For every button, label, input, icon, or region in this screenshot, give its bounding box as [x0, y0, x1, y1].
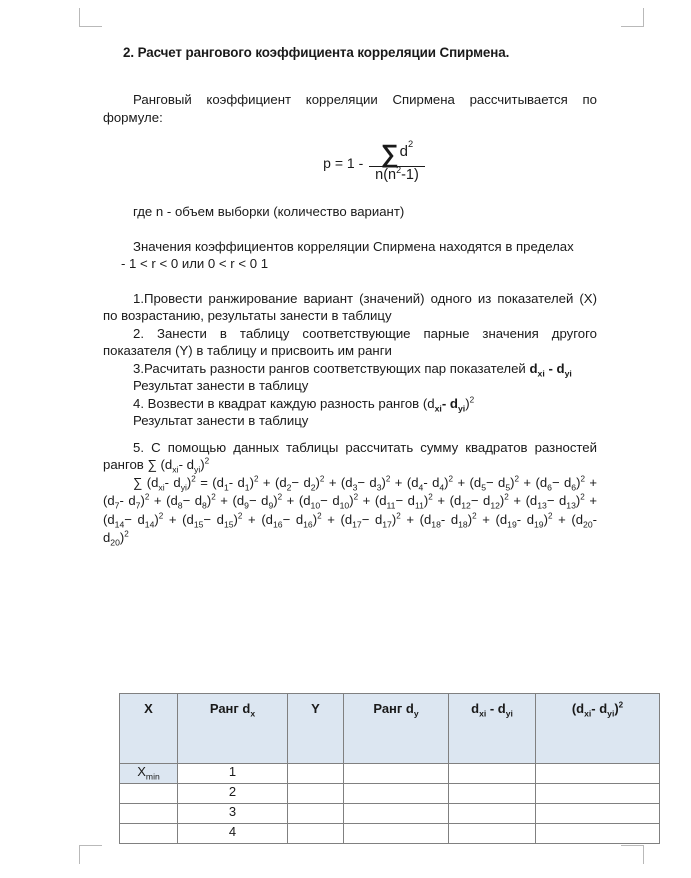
cell-square[interactable] — [536, 764, 660, 784]
denominator-suffix: -1) — [401, 166, 419, 183]
cell-diff[interactable] — [449, 784, 536, 804]
cell-rank-x[interactable]: 4 — [178, 824, 288, 844]
step-5: 5. С помощью данных таблицы рассчитать сумму квадратов разностей рангов ∑ ($d_{xi}-$ $d_{yi})^2$ — [103, 439, 597, 475]
result-note-1: Результат занести в таблицу — [133, 378, 309, 393]
cell-rank-x[interactable]: 1 — [178, 764, 288, 784]
intro-paragraph: Ранговый коэффициент корреляции Спирмена рассчитывается по формуле: — [103, 92, 597, 125]
table-row — [120, 764, 660, 784]
crop-mark-top-left — [79, 8, 102, 27]
step-5-text: 5. С помощью данных таблицы рассчитать сумму квадратов разностей рангов ∑ (d — [103, 439, 597, 472]
step-3-text: 3.Расчитать разности рангов соответствующих пар показателей — [133, 360, 526, 376]
table-row — [120, 824, 660, 844]
denominator-exponent: 2 — [396, 164, 402, 175]
cell-rank-y[interactable] — [344, 824, 449, 844]
table-header-cell-5: ($d_{xi}-$ $d_{yi})^2$ — [536, 694, 660, 764]
crop-mark-bottom-right — [621, 845, 644, 864]
cell-rank-x[interactable]: 3 — [178, 804, 288, 824]
formula-lead: p = 1 - — [323, 155, 368, 171]
table-header-cell-1: Ранг $d_x$ — [178, 694, 288, 764]
page-title: 2. Расчет рангового коэффициента корреляции Спирмена. — [123, 45, 510, 60]
step-3-symbols: $d_{xi} - d_{yi}$ — [529, 360, 572, 379]
step-4-symbols: $_{xi}$- $d_{yi}$ — [434, 395, 466, 414]
table-header-cell-2: Y — [288, 694, 344, 764]
cell-diff[interactable] — [449, 824, 536, 844]
table-body — [120, 764, 660, 844]
cell-y[interactable] — [288, 804, 344, 824]
sigma-icon: ∑ — [380, 140, 399, 168]
step-1: 1.Провести ранжирование вариант (значений) одного из показателей (X) по возрастанию, результаты занести в таблицу — [103, 290, 597, 323]
range-intro: Значения коэффициентов корреляции Спирмена находятся в пределах — [133, 238, 574, 254]
cell-y[interactable] — [288, 784, 344, 804]
where-note: где n - объем выборки (количество вариант) — [133, 204, 405, 219]
cell-rank-y[interactable] — [344, 784, 449, 804]
formula-denominator — [369, 164, 425, 183]
denominator-prefix: n(n — [375, 166, 397, 183]
table-row — [120, 804, 660, 824]
table-header-row — [120, 694, 660, 764]
document-page — [103, 0, 597, 548]
table-header-cell-3: Ранг $d_y$ — [344, 694, 449, 764]
table-header-cell-4: $d_{xi} - d_{yi}$ — [449, 694, 536, 764]
cell-rank-y[interactable] — [344, 764, 449, 784]
step-3 — [103, 360, 597, 378]
formula-fraction — [369, 139, 425, 183]
cell-x[interactable] — [120, 824, 178, 844]
step-4: 4. Возвести в квадрат каждую разность рангов ($d_{xi}-$ $d_{yi})^2$ — [133, 395, 475, 414]
summation-expansion: ∑ ($d_{xi}-$ $d_{yi})^2 = (d_1-$ $d_1)^2 + (d_2- d_2)^2 + (d_3- d_3)^2 + (d_4-$ $d_4)^2 + (d_5- d_5)^2 + (d_6- d_6)^2 + (d_7-$ $d_7)^2 + (d_8- d_8)^2 + (d_9- d_9)^2 + (d_{10}- d_{10})^2 + (d_{11}- d_{11})^2 + (d_{12}- d_{12})^2 + (d_{13}- d_{13})^2 + (d_{14}- d_{14})^2 + (d_{15}- d_{15})^2 + (d_{16}- d_{16})^2 + (d_{17}- d_{17})^2 + (d_{18}-$ $d_{18})^2 + (d_{19}-$ $d_{19})^2 + (d_{20}-$ $d_{20})^2$ — [103, 474, 598, 548]
cell-diff[interactable] — [449, 804, 536, 824]
cell-diff[interactable] — [449, 764, 536, 784]
cell-x[interactable] — [120, 784, 178, 804]
result-note-2: Результат занести в таблицу — [133, 413, 309, 428]
spearman-formula — [103, 126, 597, 186]
ranks-table — [119, 693, 660, 844]
table-row — [120, 784, 660, 804]
cell-y[interactable] — [288, 824, 344, 844]
cell-y[interactable] — [288, 764, 344, 784]
cell-rank-y[interactable] — [344, 804, 449, 824]
cell-square[interactable] — [536, 824, 660, 844]
formula-numerator-base: d — [399, 143, 408, 160]
cell-square[interactable] — [536, 784, 660, 804]
ranks-table-container — [119, 693, 624, 844]
step-2: 2. Занести в таблицу соответствующие парные значения другого показателя (Y) в таблицу и присвоить им ранги — [103, 325, 597, 358]
formula-numerator: ∑ d 2 — [380, 139, 414, 168]
cell-x[interactable] — [120, 804, 178, 824]
range-line: - 1 < r < 0 или 0 < r < 0 1 — [121, 256, 269, 271]
step-4-text: 4. Возвести в квадрат каждую разность рангов (d — [133, 395, 435, 411]
cell-square[interactable] — [536, 804, 660, 824]
crop-mark-top-right — [621, 8, 644, 27]
cell-rank-x[interactable]: 2 — [178, 784, 288, 804]
crop-mark-bottom-left — [79, 845, 102, 864]
table-header-cell-0: X — [120, 694, 178, 764]
cell-x[interactable]: $X_{min}$ — [120, 764, 178, 784]
table-head — [120, 694, 660, 764]
